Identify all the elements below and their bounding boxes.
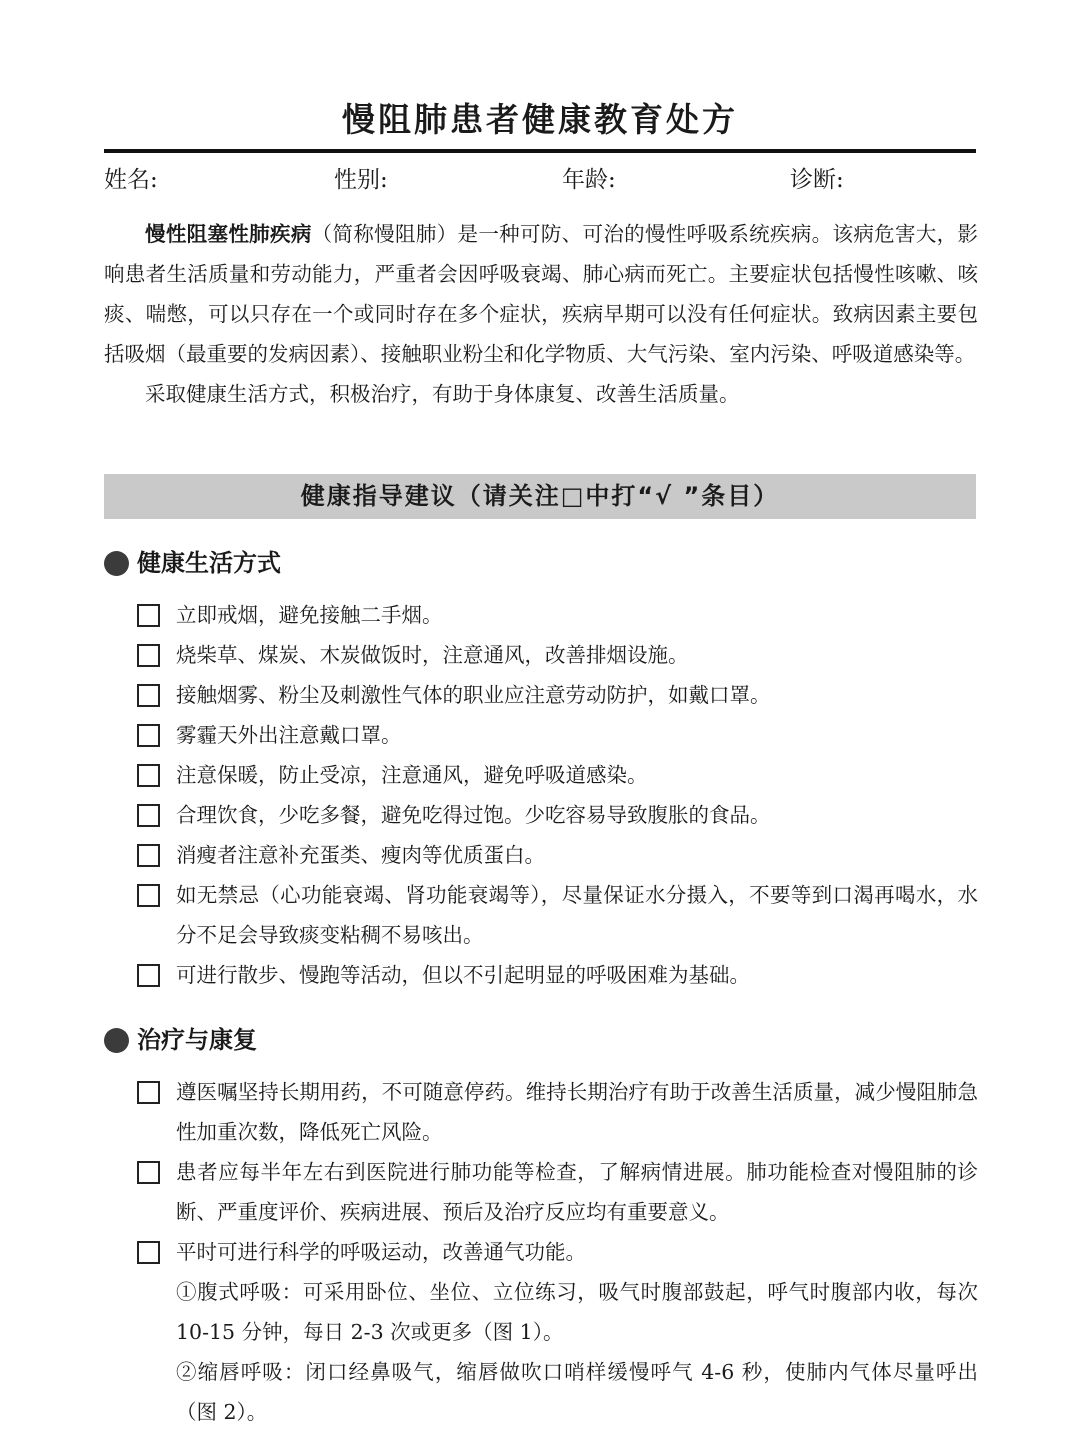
page-title: 慢阻肺患者健康教育处方	[342, 100, 738, 139]
checklist-item-text: 接触烟雾、粉尘及刺激性气体的职业应注意劳动防护，如戴口罩。	[176, 683, 771, 707]
checkbox[interactable]	[137, 724, 160, 747]
bullet-dot-icon	[104, 551, 129, 576]
checklist-item	[104, 715, 978, 755]
section-heading	[104, 1020, 978, 1060]
checklist-item-text: 消瘦者注意补充蛋类、瘦肉等优质蛋白。	[176, 843, 545, 867]
checklist-item	[104, 675, 978, 715]
section-heading-text: 健康生活方式	[137, 548, 281, 577]
checklist-item	[104, 795, 978, 835]
checkbox[interactable]	[137, 764, 160, 787]
guidance-banner: 健康指导建议（请关注□中打“√ ”条目）	[104, 474, 976, 519]
checklist-item-text: 合理饮食，少吃多餐，避免吃得过饱。少吃容易导致腹胀的食品。	[176, 803, 771, 827]
checklist-item	[104, 595, 978, 635]
checkbox[interactable]	[137, 1241, 160, 1264]
checklist-item	[104, 755, 978, 795]
checklist-item-text: 雾霾天外出注意戴口罩。	[176, 723, 402, 747]
section-lifestyle	[104, 543, 978, 995]
checkbox[interactable]	[137, 884, 160, 907]
checkbox[interactable]	[137, 964, 160, 987]
checklist-item	[104, 1152, 978, 1232]
section-heading-text: 治疗与康复	[137, 1025, 257, 1054]
checklist-item	[104, 1232, 978, 1272]
checklist	[104, 595, 978, 995]
breathing-exercise-item: ②缩唇呼吸：闭口经鼻吸气，缩唇做吹口哨样缓慢呼气 4-6 秒，使肺内气体尽量呼出（图 2）。	[176, 1360, 978, 1424]
intro-paragraph-1	[104, 214, 978, 374]
section-treatment	[104, 1020, 978, 1432]
checkbox[interactable]	[137, 1081, 160, 1104]
checklist-item-text: 烧柴草、煤炭、木炭做饭时，注意通风，改善排烟设施。	[176, 643, 689, 667]
checklist-item	[104, 835, 978, 875]
checklist-item	[104, 1072, 978, 1152]
checklist-item-text: 遵医嘱坚持长期用药，不可随意停药。维持长期治疗有助于改善生活质量，减少慢阻肺急性加重次数，降低死亡风险。	[176, 1080, 978, 1144]
checkbox[interactable]	[137, 1161, 160, 1184]
intro-text	[104, 214, 978, 414]
checklist-item-text: 立即戒烟，避免接触二手烟。	[176, 603, 443, 627]
title-divider	[104, 149, 976, 153]
checklist-item-text: 如无禁忌（心功能衰竭、肾功能衰竭等），尽量保证水分摄入，不要等到口渴再喝水，水分不足会导致痰变粘稠不易咳出。	[176, 883, 978, 947]
checkbox[interactable]	[137, 844, 160, 867]
diagnosis-label: 诊断:	[790, 167, 844, 193]
checklist-item	[104, 875, 978, 955]
checkbox[interactable]	[137, 644, 160, 667]
section-heading	[104, 543, 978, 583]
checklist-item-text: 平时可进行科学的呼吸运动，改善通气功能。	[176, 1240, 586, 1264]
checklist-item	[104, 955, 978, 995]
checkbox[interactable]	[137, 804, 160, 827]
age-label: 年龄:	[562, 167, 616, 193]
patient-info-row	[104, 163, 976, 197]
bullet-dot-icon	[104, 1028, 129, 1053]
checklist-item	[104, 635, 978, 675]
checklist-item-text: 可进行散步、慢跑等活动，但以不引起明显的呼吸困难为基础。	[176, 963, 750, 987]
checklist-item-text: 注意保暖，防止受凉，注意通风，避免呼吸道感染。	[176, 763, 648, 787]
breathing-exercise-item: ①腹式呼吸：可采用卧位、坐位、立位练习，吸气时腹部鼓起，呼气时腹部内收，每次 10-15 分钟，每日 2-3 次或更多（图 1）。	[176, 1280, 978, 1344]
checkbox[interactable]	[137, 684, 160, 707]
name-label: 姓名:	[104, 167, 158, 193]
checklist	[104, 1072, 978, 1432]
intro-paragraph-1-text: （简称慢阻肺）是一种可防、可治的慢性呼吸系统疾病。该病危害大，影响患者生活质量和劳动能力，严重者会因呼吸衰竭、肺心病而死亡。主要症状包括慢性咳嗽、咳痰、喘憋，可以只存在一个或同时存在多个症状，疾病早期可以没有任何症状。致病因素主要包括吸烟（最重要的发病因素）、接触职业粉尘和化学物质、大气污染、室内污染、呼吸道感染等。	[104, 222, 979, 366]
checklist-item-text: 患者应每半年左右到医院进行肺功能等检查，了解病情进展。肺功能检查对慢阻肺的诊断、严重度评价、疾病进展、预后及治疗反应均有重要意义。	[176, 1160, 978, 1224]
intro-paragraph-2: 采取健康生活方式，积极治疗，有助于身体康复、改善生活质量。	[145, 382, 740, 406]
checkbox[interactable]	[137, 604, 160, 627]
disease-term: 慢性阻塞性肺疾病	[145, 222, 312, 246]
gender-label: 性别:	[334, 167, 388, 193]
